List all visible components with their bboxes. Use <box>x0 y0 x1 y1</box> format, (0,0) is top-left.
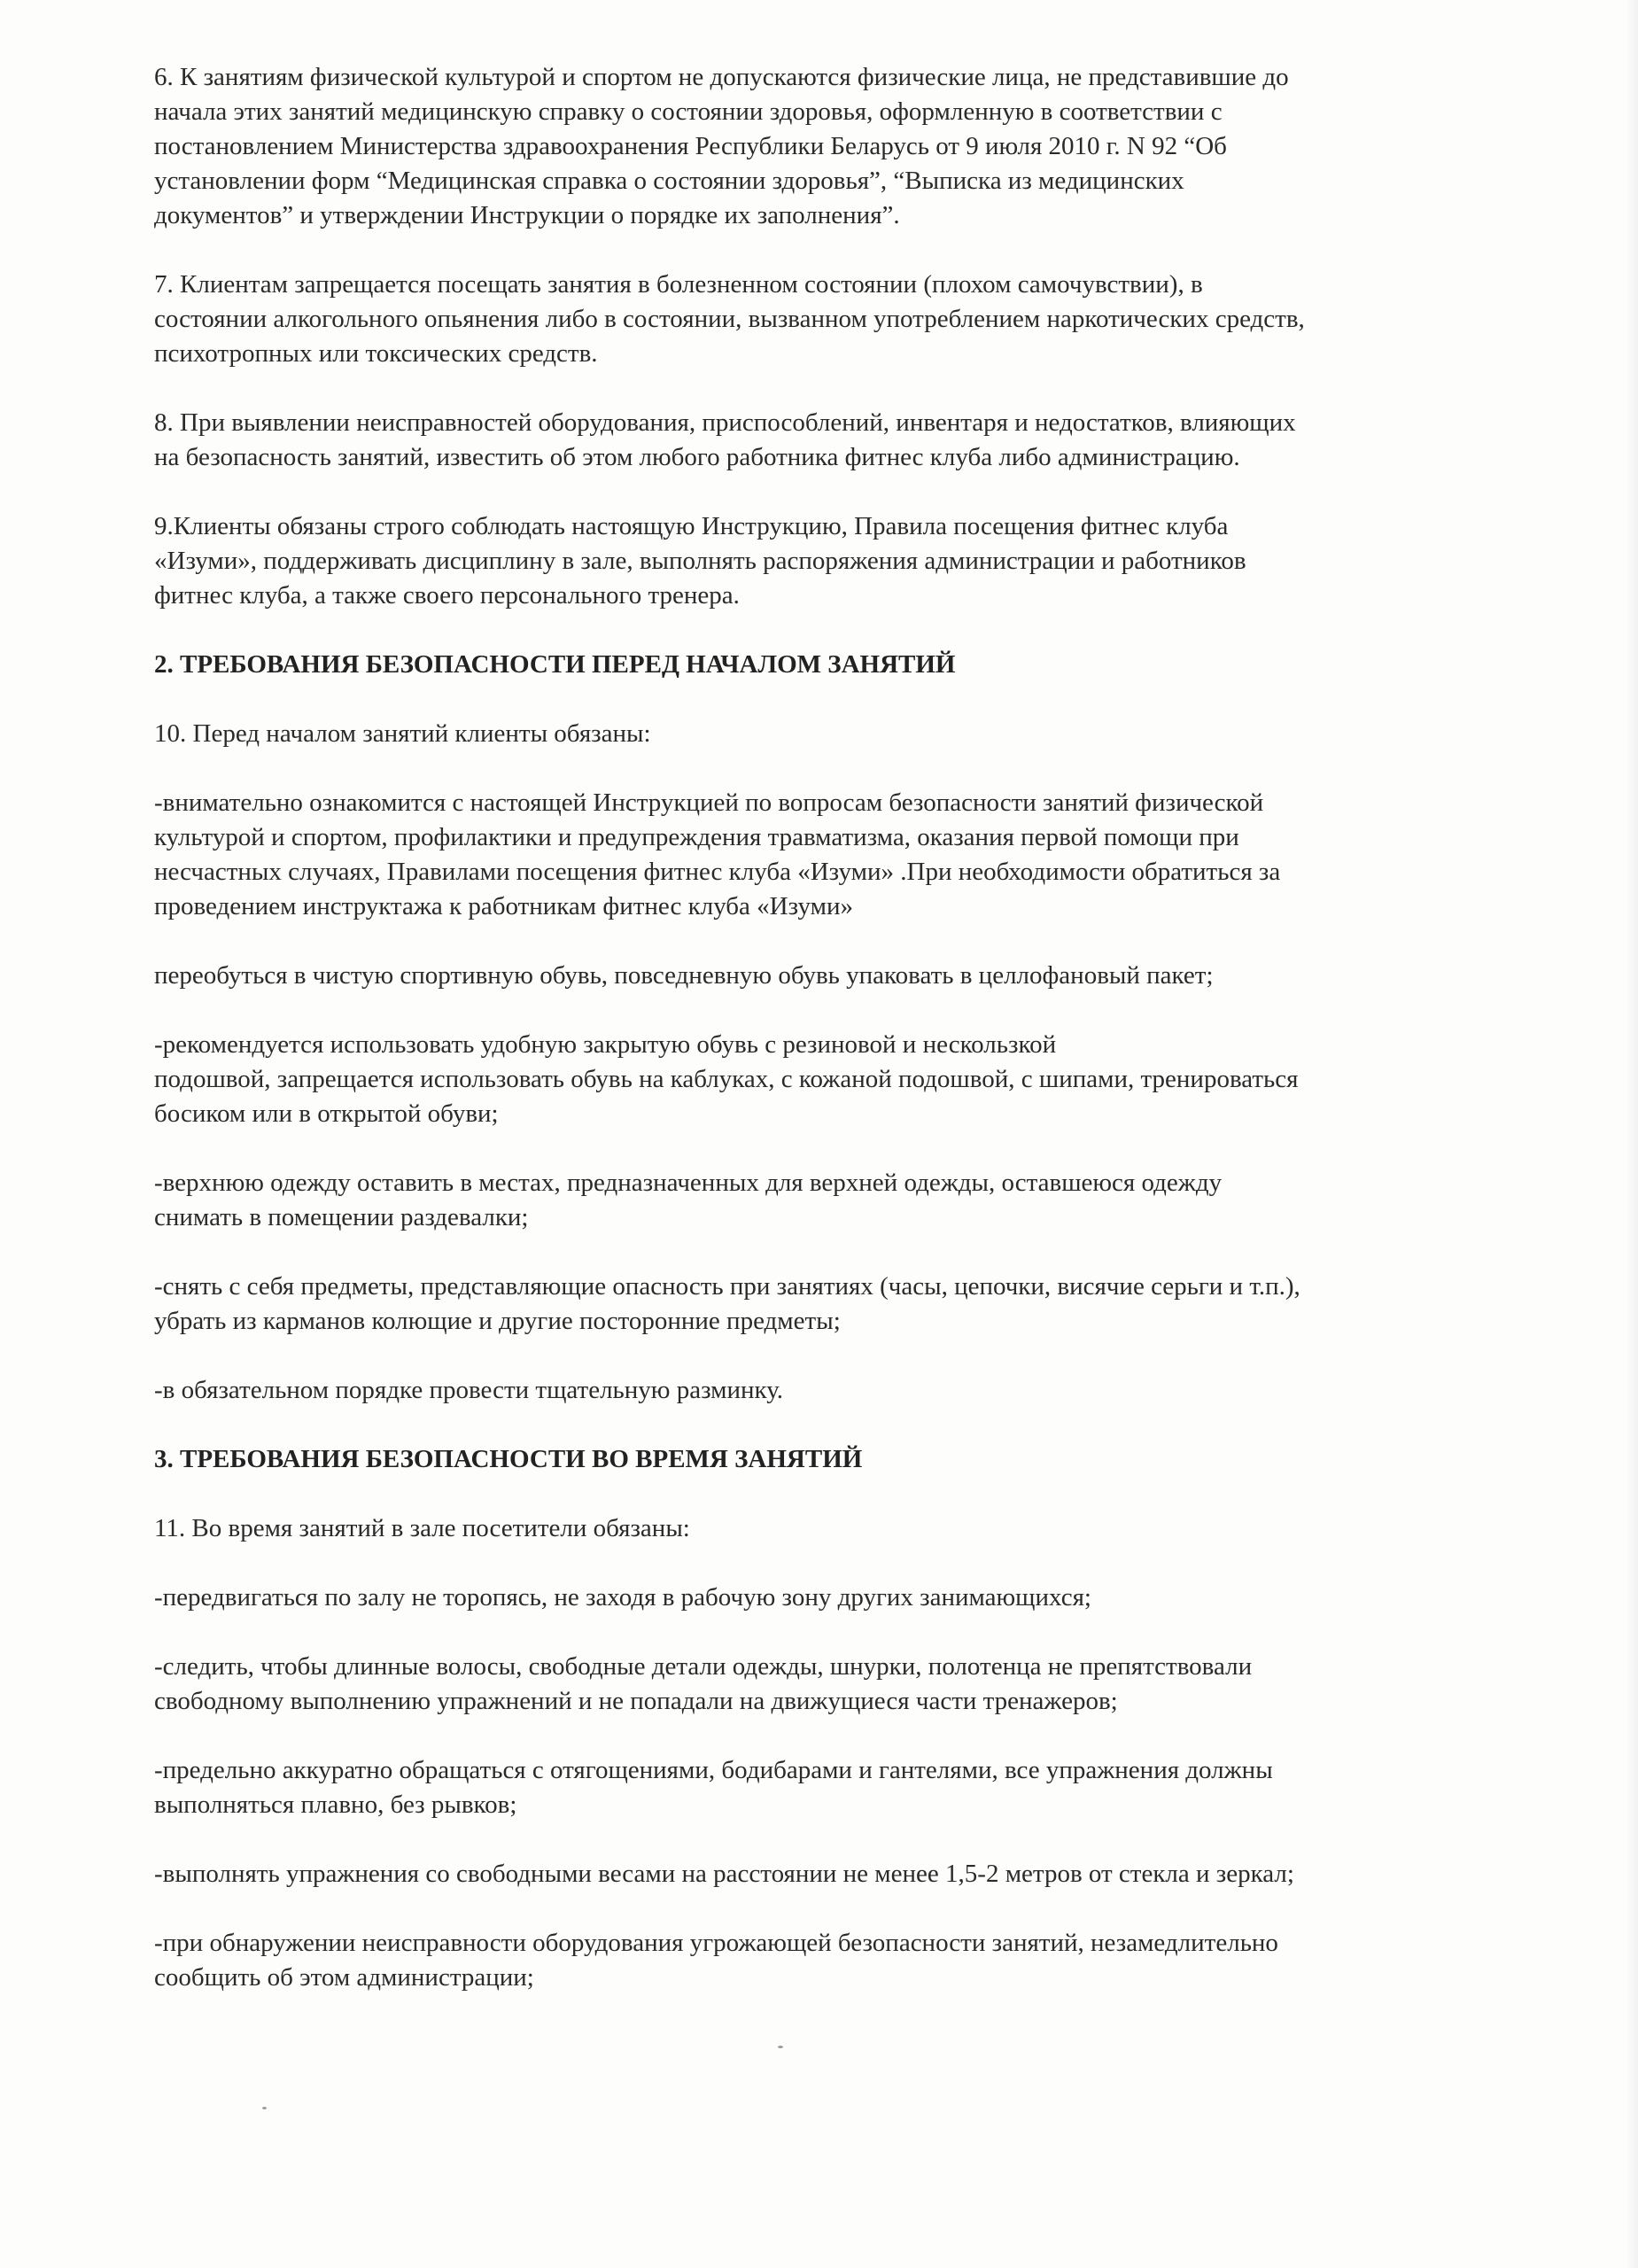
list-item-move-carefully: -передвигаться по залу не торопясь, не заходя в рабочую зону других занимающихся; <box>154 1583 1091 1612</box>
page-edge-shadow <box>1626 0 1638 2268</box>
scan-speck <box>262 2107 267 2109</box>
document-body <box>154 60 1510 2030</box>
scan-speck <box>778 2046 783 2048</box>
list-item-mirror-distance: -выполнять упражнения со свободными весами на расстоянии не менее 1,5-2 метров от стекла и зеркал; <box>154 1860 1294 1888</box>
list-item-clothing-safety: -следить, чтобы длинные волосы, свободные детали одежды, шнурки, полотенца не препятствовали свободному выполнению упражнений и не попадали на движущиеся части тренажеров; <box>154 1652 1253 1715</box>
list-item-change-shoes: переобуться в чистую спортивную обувь, повседневную обувь упаковать в целлофановый пакет; <box>154 961 1214 990</box>
list-item-outerwear: -верхнюю одежду оставить в местах, предназначенных для верхней одежды, оставшеюся одежду снимать в помещении раздевалки; <box>154 1169 1223 1231</box>
list-item-weights-handling: -предельно аккуратно обращаться с отягощениями, бодибарами и гантелями, все упражнения должны выполняться плавно, без рывков; <box>154 1756 1273 1819</box>
paragraph-10: 10. Перед началом занятий клиенты обязаны: <box>154 719 651 748</box>
section-heading-3: 3. ТРЕБОВАНИЯ БЕЗОПАСНОСТИ ВО ВРЕМЯ ЗАНЯТИЙ <box>154 1445 863 1473</box>
paragraph-8: 8. При выявлении неисправностей оборудования, приспособлений, инвентаря и недостатков, влияющих на безопасность занятий, известить об этом любого работника фитнес клуба либо администрацию. <box>154 408 1296 471</box>
paragraph-9: 9.Клиенты обязаны строго соблюдать настоящую Инструкцию, Правила посещения фитнес клуба «Изуми», поддерживать дисциплину в зале, выполнять распоряжения администрации и работников фитнес клуба, а также своего персонального тренера. <box>154 512 1246 610</box>
paragraph-7: 7. Клиентам запрещается посещать занятия в болезненном состоянии (плохом самочувствии), в состоянии алкогольного опьянения либо в состоянии, вызванном употреблением наркотических средств, психотропных или токсических средств. <box>154 270 1305 368</box>
list-item-report-faults: -при обнаружении неисправности оборудования угрожающей безопасности занятий, незамедлительно сообщить об этом администрации; <box>154 1929 1278 1992</box>
paragraph-11: 11. Во время занятий в зале посетители обязаны: <box>154 1514 690 1542</box>
list-item-footwear: -рекомендуется использовать удобную закрытую обувь с резиновой и нескользкой подошвой, запрещается использовать обувь на каблуках, с кожаной подошвой, с шипами, тренироваться босиком или в открытой обуви; <box>154 1030 1299 1128</box>
paragraph-6: 6. К занятиям физической культурой и спортом не допускаются физические лица, не представившие до начала этих занятий медицинскую справку о состоянии здоровья, оформленную в соответствии с постановлением Министерства здравоохранения Республики Беларусь от 9 июля 2010 г. N 92 “Об установлении форм “Медицинская справка о состоянии здоровья”, “Выписка из медицинских документов” и утверждении Инструкции о порядке их заполнения”. <box>154 63 1289 229</box>
list-item-warmup: -в обязательном порядке провести тщательную разминку. <box>154 1376 784 1404</box>
section-heading-2: 2. ТРЕБОВАНИЯ БЕЗОПАСНОСТИ ПЕРЕД НАЧАЛОМ ЗАНЯТИЙ <box>154 650 956 679</box>
list-item-read-instruction: -внимательно ознакомится с настоящей Инструкцией по вопросам безопасности занятий физической культурой и спортом, профилактики и предупреждения травматизма, оказания первой помощи при несчастных случаях, Правилами посещения фитнес клуба «Изуми» .При необходимости обратиться за проведением инструктажа к работникам фитнес клуба «Изуми» <box>154 788 1281 920</box>
list-item-remove-items: -снять с себя предметы, представляющие опасность при занятиях (часы, цепочки, висячие серьги и т.п.), убрать из карманов колющие и другие посторонние предметы; <box>154 1272 1300 1335</box>
